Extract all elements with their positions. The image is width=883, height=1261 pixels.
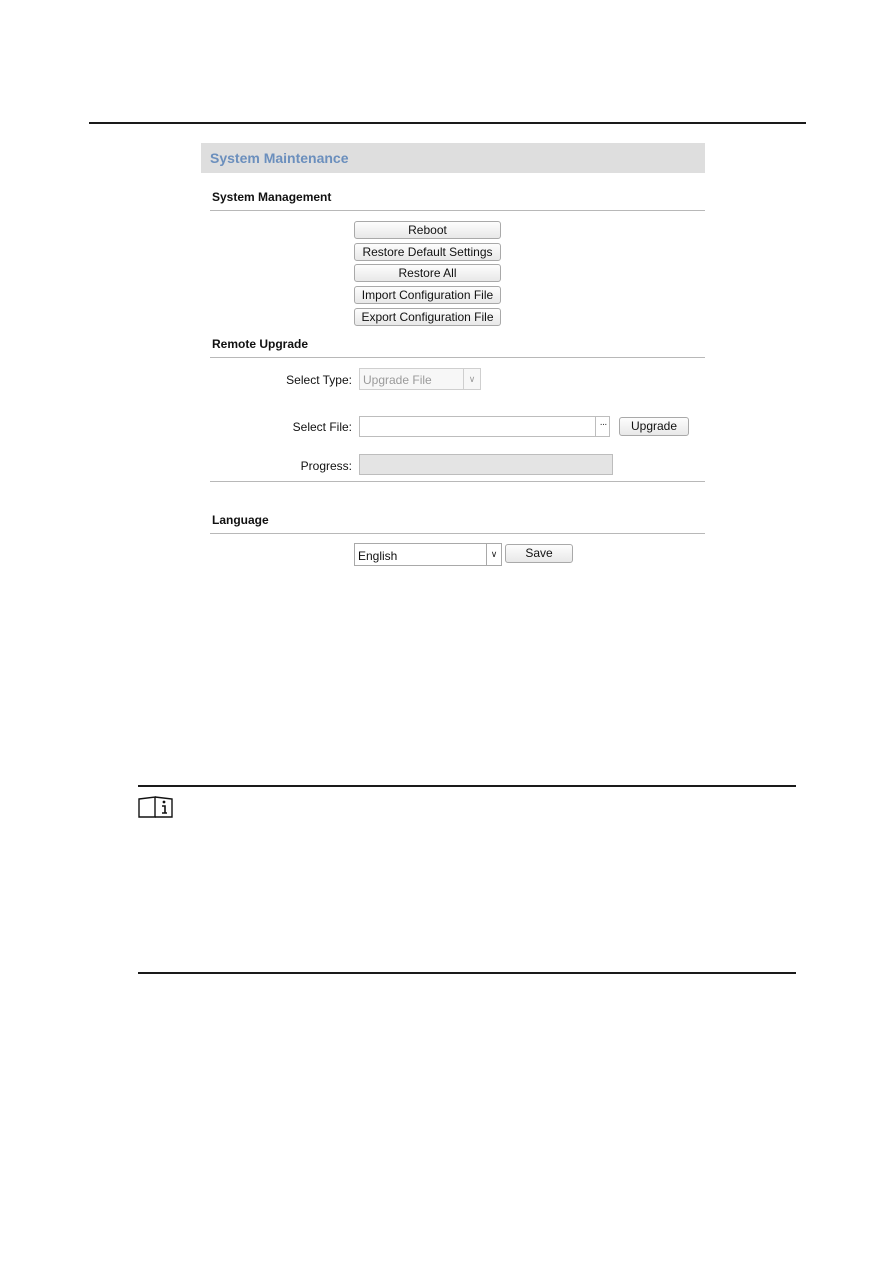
export-configuration-file-button[interactable]: Export Configuration File <box>354 308 501 326</box>
import-configuration-file-button[interactable]: Import Configuration File <box>354 286 501 304</box>
chevron-down-icon: ∨ <box>486 544 501 565</box>
select-type-value: Upgrade File <box>363 373 432 387</box>
restore-all-button[interactable]: Restore All <box>354 264 501 282</box>
progress-label: Progress: <box>300 459 352 473</box>
section-divider <box>210 481 705 482</box>
section-title-remote-upgrade: Remote Upgrade <box>212 337 309 351</box>
reboot-button[interactable]: Reboot <box>354 221 501 239</box>
page-header-rule <box>89 122 806 124</box>
section-divider <box>210 357 705 358</box>
note-rule-bottom <box>138 972 796 974</box>
browse-file-button[interactable]: ··· <box>595 417 610 436</box>
note-rule-top <box>138 785 796 787</box>
chevron-down-icon: ∨ <box>463 369 480 389</box>
system-maintenance-panel <box>201 139 705 574</box>
upgrade-button[interactable]: Upgrade <box>619 417 689 436</box>
section-divider <box>210 533 705 534</box>
language-dropdown[interactable] <box>354 543 502 566</box>
panel-title: System Maintenance <box>210 150 349 166</box>
save-language-button[interactable]: Save <box>505 544 573 563</box>
select-type-label: Select Type: <box>286 373 352 387</box>
section-divider <box>210 210 705 211</box>
upgrade-progress-bar <box>359 454 613 475</box>
section-title-language: Language <box>212 513 269 527</box>
select-type-dropdown[interactable] <box>359 368 481 390</box>
language-value: English <box>358 549 398 563</box>
book-info-icon <box>138 796 174 818</box>
select-file-input[interactable] <box>359 416 610 437</box>
restore-default-settings-button[interactable]: Restore Default Settings <box>354 243 501 261</box>
section-title-system-management: System Management <box>212 190 332 204</box>
select-file-label: Select File: <box>292 420 352 434</box>
